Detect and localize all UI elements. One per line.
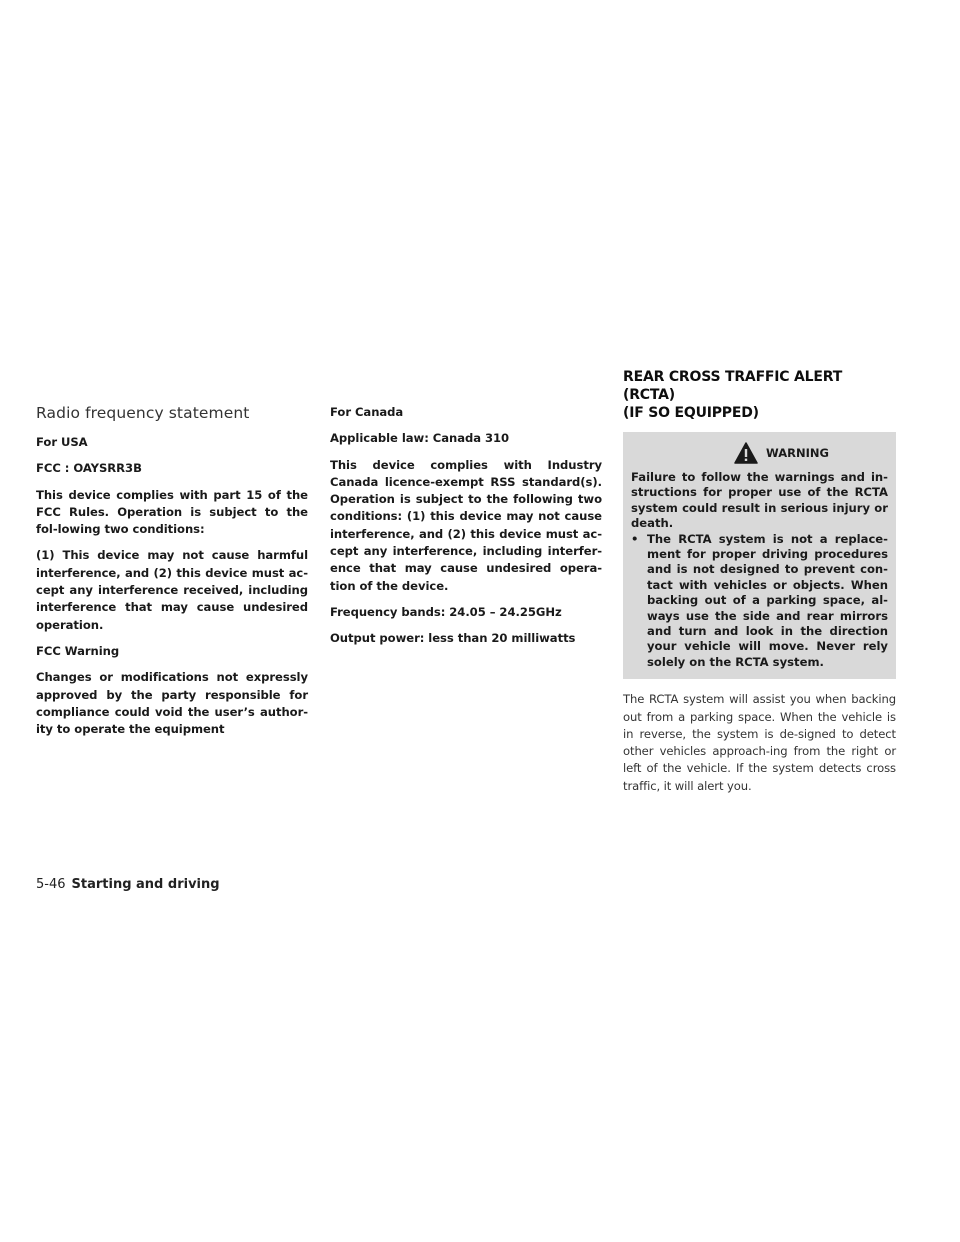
warning-label: WARNING xyxy=(766,446,829,460)
warning-bullet-item xyxy=(631,532,888,671)
paragraph-fcc-compliance: This device complies with part 15 of the FCC Rules. Operation is subject to the fol-lowing two conditions: xyxy=(36,487,308,537)
middle-column xyxy=(330,404,602,657)
bullet-mark: • xyxy=(631,531,639,546)
section-title-radio-frequency: Radio frequency statement xyxy=(36,404,250,422)
warning-triangle-icon xyxy=(734,442,758,464)
page-footer xyxy=(36,877,220,892)
page-number: 5-46 xyxy=(36,877,66,892)
left-column xyxy=(36,404,308,747)
paragraph-changes: Changes or modifications not expressly approved by the party responsible for compliance could void the user’s author-ity to operate the equipment xyxy=(36,670,308,737)
rcta-body-text: The RCTA system will assist you when backing out from a parking space. When the vehicle is in reverse, the system is de-signed to detect other vehicles approach-ing from the right or left of the vehicle. If the system detects cross traffic, it will alert you. xyxy=(623,692,896,793)
warning-text: Failure to follow the warnings and in-structions for proper use of the RCTA system could result in serious injury or death. xyxy=(631,470,888,531)
paragraph-for-usa: For USA xyxy=(36,435,88,449)
paragraph-fcc-warning: FCC Warning xyxy=(36,643,120,658)
rcta-heading-line1: REAR CROSS TRAFFIC ALERT (RCTA) xyxy=(623,369,843,403)
right-column xyxy=(623,368,896,795)
warning-box xyxy=(623,432,896,679)
paragraph-output-power: Output power: less than 20 milliwatts xyxy=(330,631,576,646)
paragraph-for-canada: For Canada xyxy=(330,405,404,419)
rcta-heading xyxy=(623,368,896,422)
rcta-heading-line2: (IF SO EQUIPPED) xyxy=(623,405,759,421)
warning-bullet-text: The RCTA system is not a replace-ment for proper driving procedures and is not designed to prevent con-tact with vehicles or objects. When backing out of a parking space, al-ways use the side and rear mirrors and turn and look in the direction your vehicle will move. Never rely solely on the RCTA system. xyxy=(647,531,888,669)
chapter-title: Starting and driving xyxy=(71,877,220,892)
warning-header xyxy=(631,442,888,464)
paragraph-conditions: (1) This device may not cause harmful interference, and (2) this device must ac-cept any interference received, including interference that may cause undesired operation. xyxy=(36,548,308,632)
paragraph-applicable-law: Applicable law: Canada 310 xyxy=(330,431,510,446)
paragraph-frequency-bands: Frequency bands: 24.05 – 24.25GHz xyxy=(330,604,562,619)
paragraph-industry-canada: This device complies with Industry Canada licence-exempt RSS standard(s). Operation is subject to the following two conditions: (1) this device may not cause interference, and (2) this device must ac-cept any interference, including interfer-ence that may cause undesired opera-tion of the device. xyxy=(330,457,602,593)
paragraph-fcc-id: FCC : OAYSRR3B xyxy=(36,461,142,476)
